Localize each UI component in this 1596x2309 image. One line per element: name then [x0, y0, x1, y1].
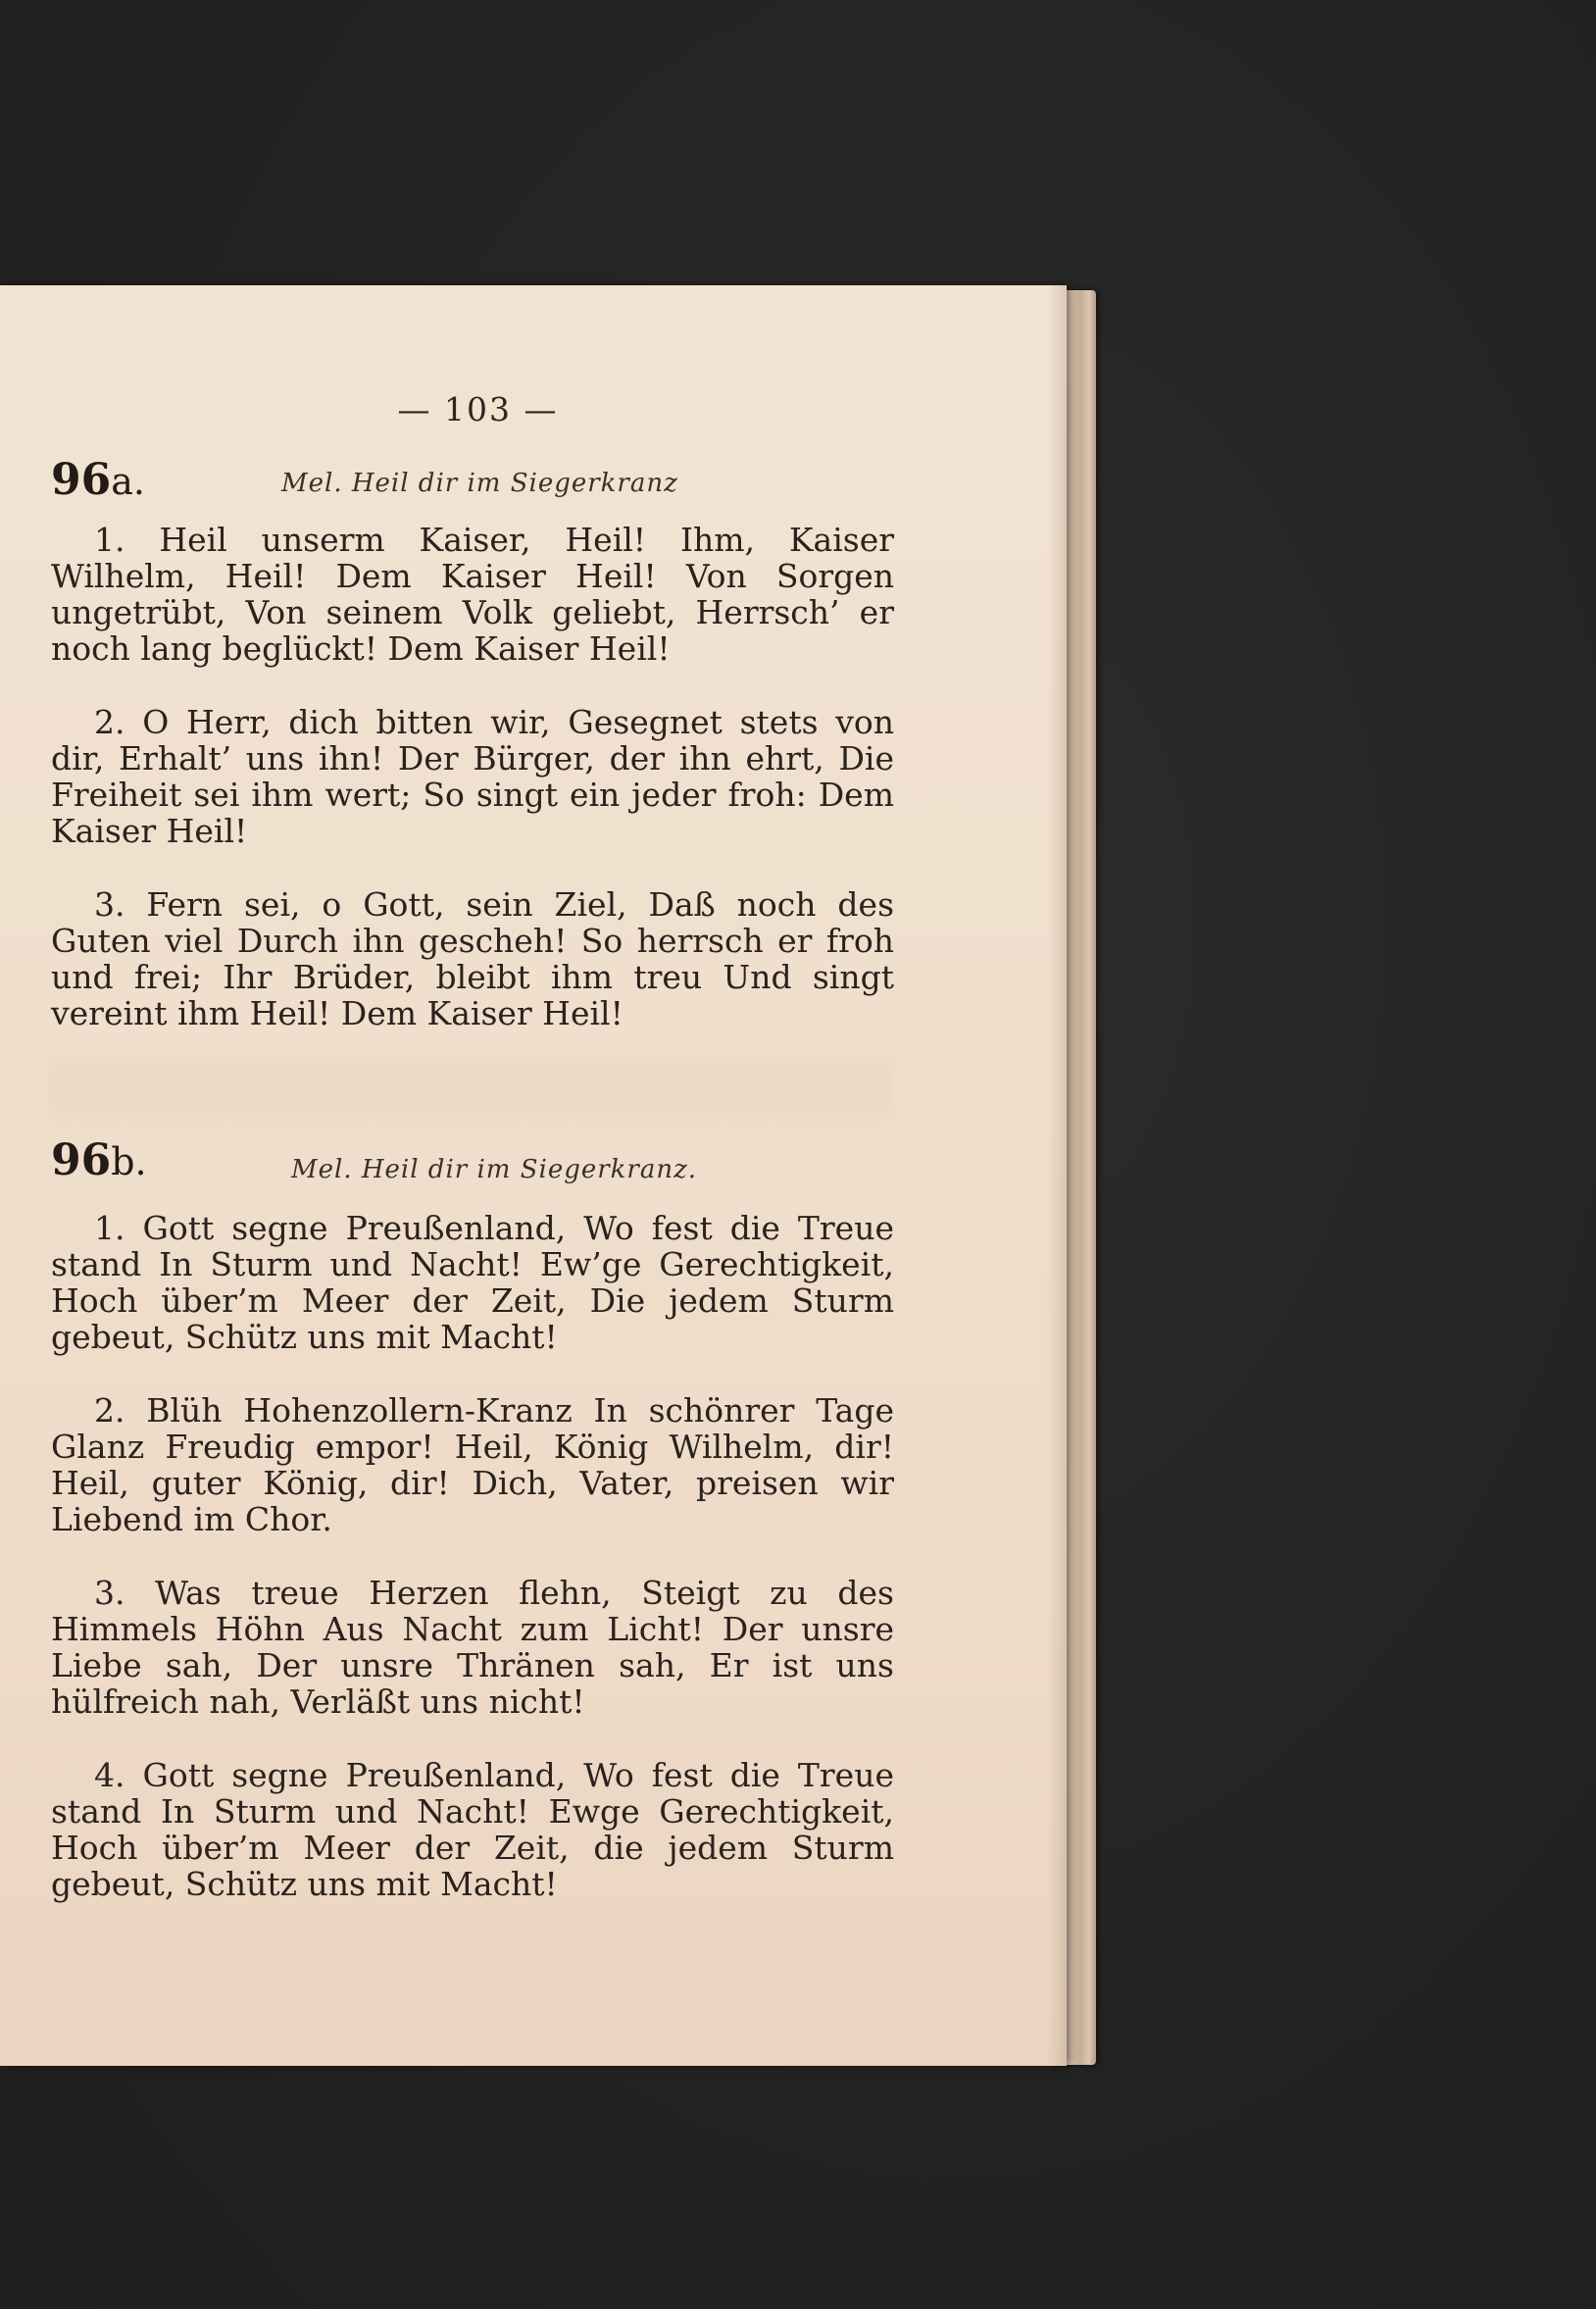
song-96b: [51, 1135, 894, 1939]
song-heading: [51, 455, 894, 514]
song-number: [51, 455, 145, 505]
verse-3: 3. Was treue Herzen flehn, Steigt zu des Himmels Höhn Aus Nacht zum Licht! Der unsre Liebe sah, Der unsre Thränen sah, Er ist uns hülfreich nah, Verläßt uns nicht!: [51, 1574, 894, 1721]
verse-2: 2. Blüh Hohenzollern-Kranz In schönrer Tage Glanz Freudig empor! Heil, König Wilhelm, dir! Heil, guter König, dir! Dich, Vater, preisen wir Liebend im Chor.: [51, 1391, 894, 1538]
song-number-suffix: a.: [111, 460, 145, 503]
melody-note: Mel. Heil dir im Siegerkranz.: [291, 1155, 698, 1184]
song-number-digits: 96: [51, 1135, 112, 1185]
verse-1: 1. Gott segne Preußenland, Wo fest die Treue stand In Sturm und Nacht! Ew’ge Gerechtigkeit, Hoch über’m Meer der Zeit, Die jedem Sturm gebeut, Schütz uns mit Macht!: [51, 1209, 894, 1356]
melody-note: Mel. Heil dir im Siegerkranz: [281, 469, 678, 498]
song-heading: [51, 1135, 894, 1194]
song-number-suffix: b.: [111, 1140, 147, 1183]
song-number-digits: 96: [51, 455, 112, 505]
verse-1: 1. Heil unserm Kaiser, Heil! Ihm, Kaiser Wilhelm, Heil! Dem Kaiser Heil! Von Sorgen ungetrübt, Von seinem Volk geliebt, Herrsch’ er noch lang beglückt! Dem Kaiser Heil!: [51, 521, 894, 668]
song-number: [51, 1135, 147, 1185]
verse-4: 4. Gott segne Preußenland, Wo fest die Treue stand In Sturm und Nacht! Ewge Gerechtigkeit, Hoch über’m Meer der Zeit, die jedem Sturm gebeut, Schütz uns mit Macht!: [51, 1756, 894, 1903]
page-number: — 103 —: [397, 390, 559, 428]
verse-2: 2. O Herr, dich bitten wir, Gesegnet stets von dir, Erhalt’ uns ihn! Der Bürger, der ihn ehrt, Die Freiheit sei ihm wert; So singt ein jeder froh: Dem Kaiser Heil!: [51, 703, 894, 850]
verse-3: 3. Fern sei, o Gott, sein Ziel, Daß noch des Guten viel Durch ihn gescheh! So herrsch er froh und frei; Ihr Brüder, bleibt ihm treu Und singt vereint ihm Heil! Dem Kaiser Heil!: [51, 885, 894, 1032]
song-96a: [51, 455, 894, 1069]
